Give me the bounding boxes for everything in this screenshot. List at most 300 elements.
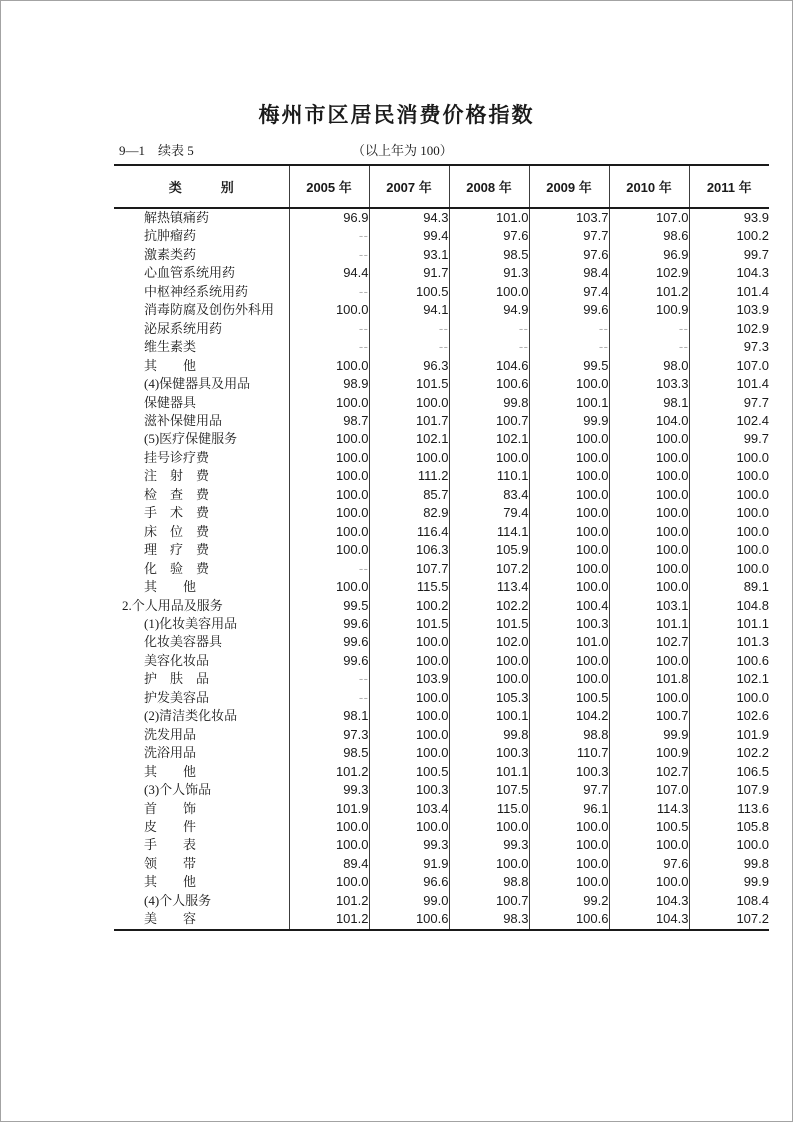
value-cell: 104.0: [609, 412, 689, 430]
value-cell: 91.7: [369, 264, 449, 282]
value-cell: 100.0: [529, 578, 609, 596]
missing-value-cell: --: [289, 670, 369, 688]
value-cell: 100.0: [529, 430, 609, 448]
year-header-2005: 2005 年: [289, 165, 369, 208]
value-cell: 100.0: [449, 818, 529, 836]
value-cell: 98.7: [289, 412, 369, 430]
table-row: [114, 707, 769, 725]
value-cell: 100.0: [529, 486, 609, 504]
value-cell: 104.2: [529, 707, 609, 725]
value-cell: 111.2: [369, 467, 449, 485]
value-cell: 102.7: [609, 763, 689, 781]
table-row: [114, 652, 769, 670]
table-row: [114, 486, 769, 504]
table-row: [114, 227, 769, 245]
value-cell: 100.5: [529, 689, 609, 707]
category-cell: 心血管系统用药: [144, 265, 236, 281]
value-cell: 98.9: [289, 375, 369, 393]
missing-value-cell: --: [529, 338, 609, 356]
value-cell: 100.0: [689, 560, 769, 578]
value-cell: 100.0: [609, 541, 689, 559]
value-cell: 99.9: [609, 726, 689, 744]
year-header-2009: 2009 年: [529, 165, 609, 208]
year-header-2010: 2010 年: [609, 165, 689, 208]
value-cell: 100.6: [369, 910, 449, 929]
value-cell: 94.3: [369, 208, 449, 227]
value-cell: 101.1: [689, 615, 769, 633]
category-cell: 洗浴用品: [144, 745, 197, 761]
value-cell: 103.7: [529, 208, 609, 227]
value-cell: 102.2: [689, 744, 769, 762]
value-cell: 100.0: [609, 689, 689, 707]
category-cell: 激素类药: [144, 246, 197, 262]
value-cell: 99.6: [529, 301, 609, 319]
value-cell: 115.5: [369, 578, 449, 596]
value-cell: 100.0: [449, 855, 529, 873]
value-cell: 100.0: [529, 670, 609, 688]
value-cell: 93.9: [689, 208, 769, 227]
value-cell: 100.0: [689, 541, 769, 559]
value-cell: 100.0: [449, 449, 529, 467]
value-cell: 100.0: [289, 836, 369, 854]
value-cell: 100.6: [449, 375, 529, 393]
value-cell: 100.6: [529, 910, 609, 929]
value-cell: 100.0: [529, 873, 609, 891]
table-row: [114, 910, 769, 929]
value-cell: 100.9: [609, 744, 689, 762]
value-cell: 100.0: [289, 486, 369, 504]
category-cell: 泌尿系统用药: [144, 320, 223, 336]
value-cell: 100.1: [529, 394, 609, 412]
table-row: [114, 430, 769, 448]
value-cell: 100.0: [609, 486, 689, 504]
value-cell: 104.6: [449, 357, 529, 375]
value-cell: 100.0: [689, 449, 769, 467]
value-cell: 103.1: [609, 597, 689, 615]
table-header: [114, 165, 769, 208]
table-row: [114, 375, 769, 393]
table-row: [114, 781, 769, 799]
value-cell: 104.3: [609, 892, 689, 910]
category-cell: 护 肤 品: [144, 671, 210, 687]
value-cell: 101.8: [609, 670, 689, 688]
value-cell: 97.7: [529, 781, 609, 799]
value-cell: 98.4: [529, 264, 609, 282]
value-cell: 99.5: [529, 357, 609, 375]
value-cell: 100.3: [529, 763, 609, 781]
category-cell: 美 容: [144, 911, 197, 927]
value-cell: 107.0: [609, 781, 689, 799]
value-cell: 100.5: [609, 818, 689, 836]
value-cell: 104.8: [689, 597, 769, 615]
value-cell: 96.6: [369, 873, 449, 891]
value-cell: 100.0: [529, 504, 609, 522]
category-cell: 保健器具: [144, 394, 197, 410]
value-cell: 100.0: [449, 670, 529, 688]
value-cell: 99.8: [689, 855, 769, 873]
missing-value-cell: --: [449, 338, 529, 356]
value-cell: 98.0: [609, 357, 689, 375]
table-row: [114, 578, 769, 596]
value-cell: 101.0: [449, 208, 529, 227]
table-row: [114, 357, 769, 375]
value-cell: 97.7: [689, 394, 769, 412]
cpi-table: [114, 164, 769, 931]
value-cell: 100.0: [609, 836, 689, 854]
value-cell: 102.0: [449, 633, 529, 651]
value-cell: 100.0: [369, 652, 449, 670]
table-row: [114, 763, 769, 781]
value-cell: 100.0: [529, 652, 609, 670]
value-cell: 101.5: [369, 375, 449, 393]
value-cell: 100.0: [689, 689, 769, 707]
value-cell: 100.9: [609, 301, 689, 319]
value-cell: 99.0: [369, 892, 449, 910]
value-cell: 102.7: [609, 633, 689, 651]
missing-value-cell: --: [289, 246, 369, 264]
category-cell: 抗肿瘤药: [144, 228, 197, 244]
value-cell: 98.3: [449, 910, 529, 929]
table-row: [114, 467, 769, 485]
value-cell: 96.1: [529, 800, 609, 818]
category-cell: 其 他: [144, 357, 197, 373]
value-cell: 101.1: [609, 615, 689, 633]
value-cell: 103.9: [369, 670, 449, 688]
value-cell: 102.4: [689, 412, 769, 430]
value-cell: 100.0: [529, 449, 609, 467]
missing-value-cell: --: [289, 338, 369, 356]
table-row: [114, 301, 769, 319]
value-cell: 100.0: [289, 467, 369, 485]
category-cell: 其 他: [144, 763, 197, 779]
value-cell: 100.0: [449, 283, 529, 301]
value-cell: 98.5: [289, 744, 369, 762]
value-cell: 99.3: [449, 836, 529, 854]
value-cell: 98.5: [449, 246, 529, 264]
category-cell: 其 他: [144, 579, 197, 595]
value-cell: 102.6: [689, 707, 769, 725]
value-cell: 101.9: [289, 800, 369, 818]
value-cell: 100.0: [289, 449, 369, 467]
table-row: [114, 615, 769, 633]
category-cell: 床 位 费: [144, 523, 210, 539]
value-cell: 98.8: [529, 726, 609, 744]
value-cell: 99.7: [689, 430, 769, 448]
value-cell: 100.0: [289, 357, 369, 375]
category-cell: 化 验 费: [144, 560, 210, 576]
table-row: [114, 836, 769, 854]
value-cell: 100.2: [369, 597, 449, 615]
value-cell: 99.8: [449, 726, 529, 744]
value-cell: 101.2: [289, 892, 369, 910]
value-cell: 99.9: [529, 412, 609, 430]
missing-value-cell: --: [609, 338, 689, 356]
value-cell: 105.3: [449, 689, 529, 707]
value-cell: 100.0: [689, 486, 769, 504]
value-cell: 100.0: [289, 523, 369, 541]
value-cell: 99.9: [689, 873, 769, 891]
table-row: [114, 726, 769, 744]
table-row: [114, 560, 769, 578]
missing-value-cell: --: [289, 227, 369, 245]
value-cell: 100.3: [449, 744, 529, 762]
table-row: [114, 394, 769, 412]
value-cell: 101.2: [289, 910, 369, 929]
value-cell: 94.9: [449, 301, 529, 319]
category-cell: 化妆美容器具: [144, 634, 223, 650]
table-row: [114, 689, 769, 707]
value-cell: 100.0: [289, 430, 369, 448]
value-cell: 97.3: [689, 338, 769, 356]
value-cell: 99.6: [289, 652, 369, 670]
table-row: [114, 264, 769, 282]
value-cell: 100.3: [369, 781, 449, 799]
missing-value-cell: --: [369, 320, 449, 338]
value-cell: 100.0: [449, 652, 529, 670]
value-cell: 106.5: [689, 763, 769, 781]
value-cell: 100.0: [369, 633, 449, 651]
category-cell: 注 射 费: [144, 468, 210, 484]
value-cell: 116.4: [369, 523, 449, 541]
value-cell: 101.1: [449, 763, 529, 781]
value-cell: 91.3: [449, 264, 529, 282]
table-row: [114, 633, 769, 651]
value-cell: 107.7: [369, 560, 449, 578]
value-cell: 101.2: [609, 283, 689, 301]
value-cell: 101.0: [529, 633, 609, 651]
value-cell: 100.0: [529, 523, 609, 541]
value-cell: 100.0: [609, 560, 689, 578]
value-cell: 97.4: [529, 283, 609, 301]
table-code: 9—1 续表 5: [119, 143, 194, 158]
category-cell: 检 查 费: [144, 486, 210, 502]
category-cell: (4)个人服务: [144, 892, 212, 908]
value-cell: 100.0: [529, 541, 609, 559]
value-cell: 100.0: [529, 836, 609, 854]
category-cell: 2.个人用品及服务: [122, 597, 223, 613]
missing-value-cell: --: [609, 320, 689, 338]
value-cell: 105.9: [449, 541, 529, 559]
value-cell: 100.0: [369, 744, 449, 762]
year-header-2011: 2011 年: [689, 165, 769, 208]
category-cell: 解热镇痛药: [144, 210, 210, 225]
value-cell: 100.0: [609, 873, 689, 891]
value-cell: 100.0: [609, 578, 689, 596]
value-cell: 100.0: [689, 836, 769, 854]
value-cell: 101.2: [289, 763, 369, 781]
value-cell: 100.0: [289, 301, 369, 319]
value-cell: 100.0: [609, 504, 689, 522]
value-cell: 89.1: [689, 578, 769, 596]
value-cell: 104.3: [689, 264, 769, 282]
value-cell: 114.3: [609, 800, 689, 818]
value-cell: 99.7: [689, 246, 769, 264]
category-cell: (1)化妆美容用品: [144, 615, 238, 631]
value-cell: 107.0: [609, 208, 689, 227]
value-cell: 100.5: [369, 283, 449, 301]
value-cell: 113.6: [689, 800, 769, 818]
value-cell: 100.0: [369, 689, 449, 707]
missing-value-cell: --: [289, 560, 369, 578]
value-cell: 99.2: [529, 892, 609, 910]
value-cell: 107.9: [689, 781, 769, 799]
value-cell: 102.2: [449, 597, 529, 615]
page-title: 梅州市区居民消费价格指数: [258, 104, 535, 127]
category-cell: 手 术 费: [144, 505, 210, 521]
category-cell: 中枢神经系统用药: [144, 283, 249, 299]
table-row: [114, 320, 769, 338]
value-cell: 100.0: [609, 449, 689, 467]
table-row: [114, 670, 769, 688]
value-cell: 85.7: [369, 486, 449, 504]
table-row: [114, 283, 769, 301]
table-meta-row: [114, 140, 769, 158]
value-cell: 100.7: [609, 707, 689, 725]
value-cell: 100.0: [689, 504, 769, 522]
value-cell: 101.4: [689, 375, 769, 393]
category-cell: 领 带: [144, 855, 197, 871]
value-cell: 100.0: [369, 449, 449, 467]
value-cell: 103.4: [369, 800, 449, 818]
table-row: [114, 246, 769, 264]
value-cell: 99.3: [369, 836, 449, 854]
value-cell: 79.4: [449, 504, 529, 522]
value-cell: 100.0: [609, 467, 689, 485]
value-cell: 110.1: [449, 467, 529, 485]
value-cell: 97.6: [609, 855, 689, 873]
missing-value-cell: --: [449, 320, 529, 338]
value-cell: 99.6: [289, 633, 369, 651]
header-row: [114, 165, 769, 208]
value-cell: 100.0: [689, 467, 769, 485]
value-cell: 94.4: [289, 264, 369, 282]
value-cell: 100.0: [609, 430, 689, 448]
value-cell: 98.1: [289, 707, 369, 725]
value-cell: 100.0: [529, 467, 609, 485]
category-cell: 理 疗 费: [144, 542, 210, 558]
category-cell: 其 他: [144, 874, 197, 890]
category-cell: 手 表: [144, 837, 197, 853]
value-cell: 99.6: [289, 615, 369, 633]
table-row: [114, 873, 769, 891]
value-cell: 99.8: [449, 394, 529, 412]
value-cell: 82.9: [369, 504, 449, 522]
value-cell: 94.1: [369, 301, 449, 319]
value-cell: 100.0: [529, 818, 609, 836]
category-cell: 维生素类: [144, 339, 197, 355]
value-cell: 100.7: [449, 412, 529, 430]
value-cell: 97.3: [289, 726, 369, 744]
category-cell: 挂号诊疗费: [144, 449, 210, 465]
category-cell: 洗发用品: [144, 726, 197, 742]
value-cell: 101.5: [449, 615, 529, 633]
category-cell: (4)保健器具及用品: [144, 376, 251, 392]
value-cell: 101.4: [689, 283, 769, 301]
category-cell: (5)医疗保健服务: [144, 431, 238, 447]
value-cell: 102.1: [369, 430, 449, 448]
table-row: [114, 892, 769, 910]
year-header-2007: 2007 年: [369, 165, 449, 208]
value-cell: 106.3: [369, 541, 449, 559]
value-cell: 108.4: [689, 892, 769, 910]
value-cell: 113.4: [449, 578, 529, 596]
table-row: [114, 208, 769, 227]
value-cell: 98.8: [449, 873, 529, 891]
table-row: [114, 523, 769, 541]
table-row: [114, 597, 769, 615]
table-row: [114, 541, 769, 559]
value-cell: 107.2: [689, 910, 769, 929]
value-cell: 83.4: [449, 486, 529, 504]
table-body: [114, 208, 769, 930]
value-cell: 102.9: [689, 320, 769, 338]
value-cell: 100.5: [369, 763, 449, 781]
value-cell: 99.4: [369, 227, 449, 245]
missing-value-cell: --: [289, 320, 369, 338]
category-cell: (2)清洁类化妆品: [144, 708, 238, 724]
table-row: [114, 855, 769, 873]
value-cell: 91.9: [369, 855, 449, 873]
value-cell: 97.6: [529, 246, 609, 264]
value-cell: 100.4: [529, 597, 609, 615]
table-row: [114, 504, 769, 522]
value-cell: 101.7: [369, 412, 449, 430]
value-cell: 101.3: [689, 633, 769, 651]
value-cell: 96.9: [289, 208, 369, 227]
value-cell: 100.6: [689, 652, 769, 670]
category-cell: 消毒防腐及创伤外科用: [144, 302, 275, 318]
category-cell: 美容化妆品: [144, 652, 210, 668]
value-cell: 97.7: [529, 227, 609, 245]
value-cell: 96.9: [609, 246, 689, 264]
value-cell: 101.5: [369, 615, 449, 633]
value-cell: 99.5: [289, 597, 369, 615]
value-cell: 99.3: [289, 781, 369, 799]
table-row: [114, 800, 769, 818]
table-row: [114, 449, 769, 467]
value-cell: 100.0: [369, 394, 449, 412]
value-cell: 100.7: [449, 892, 529, 910]
value-cell: 100.0: [529, 375, 609, 393]
year-header-2008: 2008 年: [449, 165, 529, 208]
value-cell: 100.0: [689, 523, 769, 541]
value-cell: 103.3: [609, 375, 689, 393]
table-row: [114, 338, 769, 356]
value-cell: 89.4: [289, 855, 369, 873]
table-row: [114, 818, 769, 836]
value-cell: 100.0: [369, 707, 449, 725]
base-year-note: （以上年为 100）: [352, 143, 453, 158]
value-cell: 100.0: [369, 726, 449, 744]
value-cell: 100.0: [609, 652, 689, 670]
value-cell: 100.0: [369, 818, 449, 836]
table-row: [114, 744, 769, 762]
value-cell: 102.1: [689, 670, 769, 688]
value-cell: 102.9: [609, 264, 689, 282]
value-cell: 100.2: [689, 227, 769, 245]
value-cell: 107.5: [449, 781, 529, 799]
value-cell: 100.0: [289, 818, 369, 836]
category-cell: (3)个人饰品: [144, 782, 212, 798]
value-cell: 107.2: [449, 560, 529, 578]
value-cell: 96.3: [369, 357, 449, 375]
value-cell: 100.0: [609, 523, 689, 541]
category-cell: 滋补保健用品: [144, 412, 223, 428]
category-cell: 皮 件: [144, 818, 197, 834]
value-cell: 104.3: [609, 910, 689, 929]
value-cell: 115.0: [449, 800, 529, 818]
value-cell: 100.1: [449, 707, 529, 725]
